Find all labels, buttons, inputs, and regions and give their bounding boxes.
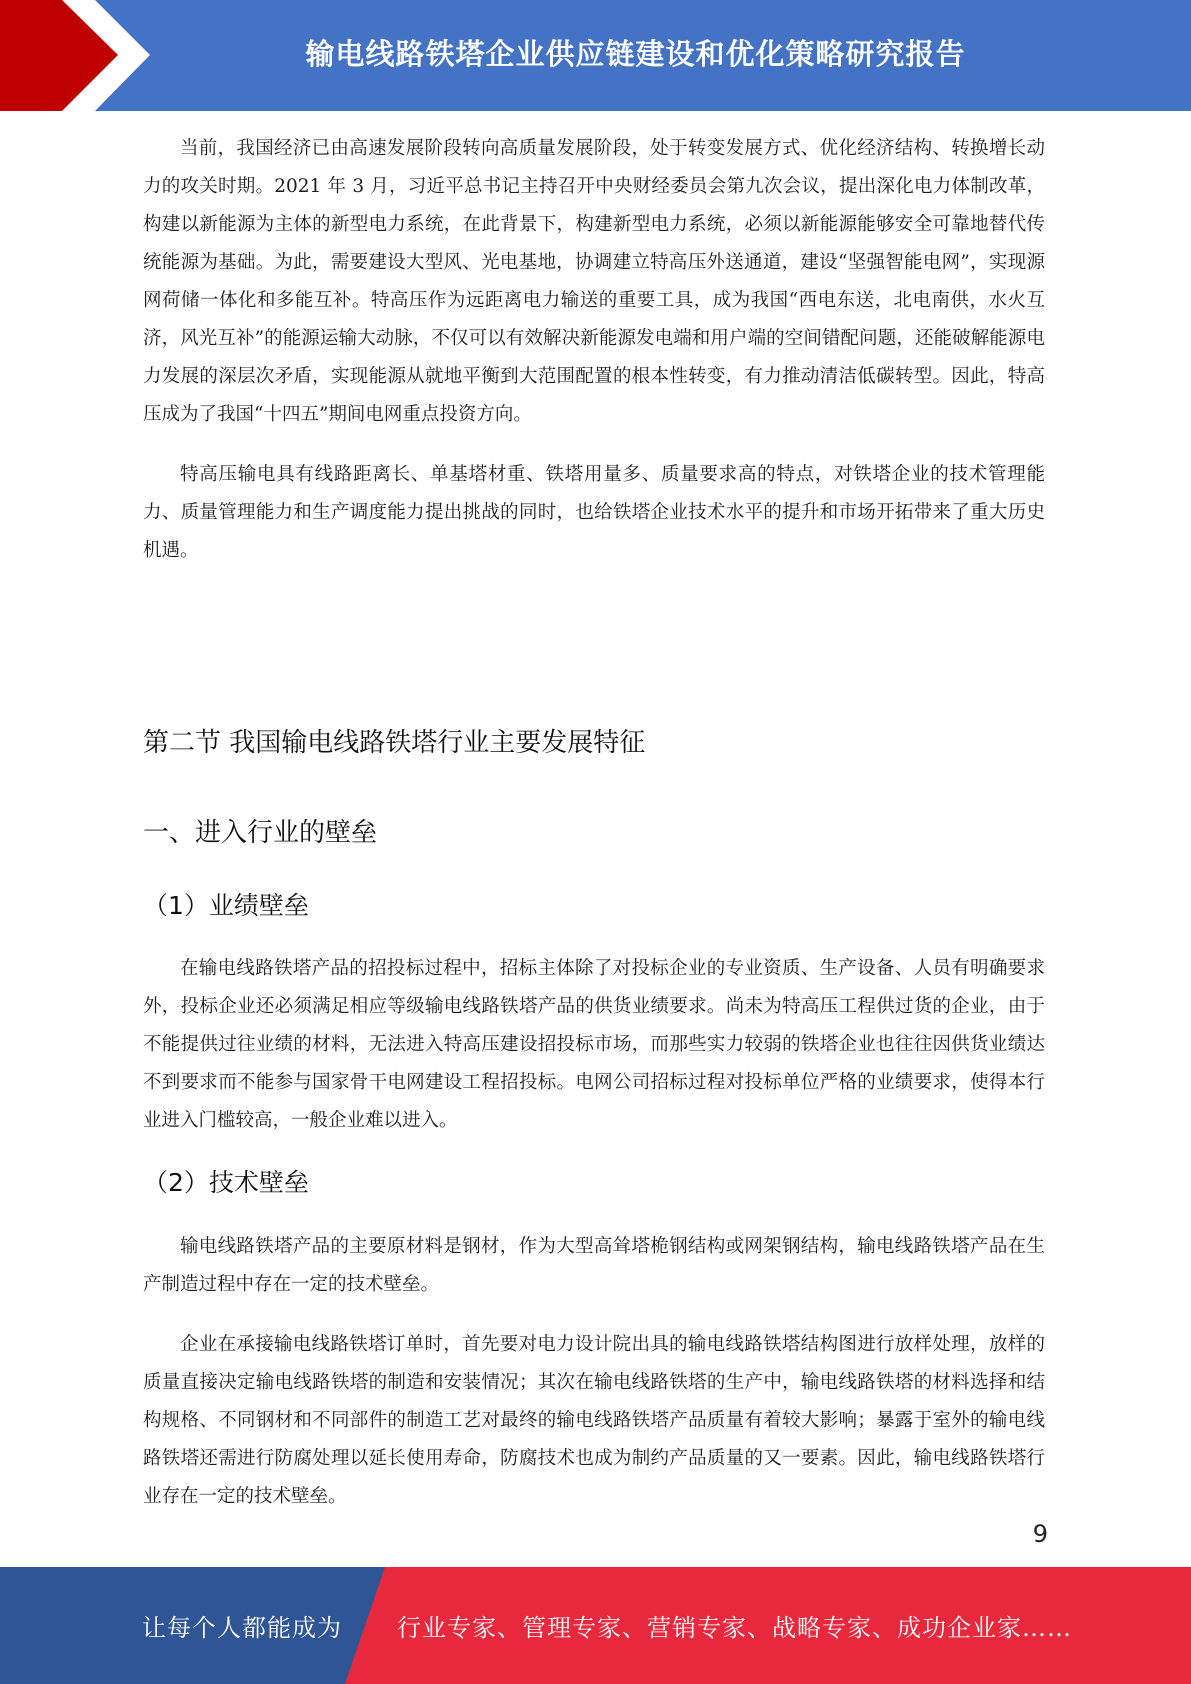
footer-slogan-right: 行业专家、管理专家、营销专家、战略专家、成功企业家…… <box>397 1614 1072 1642</box>
intro-text <box>143 130 1045 592</box>
body-paragraph: 企业在承接输电线路铁塔订单时，首先要对电力设计院出具的输电线路铁塔结构图进行放样处理，放样的质量直接决定输电线路铁塔的制造和安装情况；其次在输电线路铁塔的生产中，输电线路铁塔的材料选择和结构规格、不同钢材和不同部件的制造工艺对最终的输电线路铁塔产品质量有着较大影响；暴露于室外的输电线路铁塔还需进行防腐处理以延长使用寿命，防腐技术也成为制约产品质量的又一要素。因此，输电线路铁塔行业存在一定的技术壁垒。 <box>143 1334 1045 1507</box>
intro-paragraph: 当前，我国经济已由高速发展阶段转向高质量发展阶段，处于转变发展方式、优化经济结构、转换增长动力的攻关时期。2021 年 3 月，习近平总书记主持召开中央财经委员会第九次会议，提出深化电力体制改革，构建以新能源为主体的新型电力系统，在此背景下，构建新型电力系统，必须以新能源能够安全可靠地替代传统能源为基础。为此，需要建设大型风、光电基地，协调建立特高压外送通道，建设“坚强智能电网”，实现源网荷储一体化和多能互补。特高压作为远距离电力输送的重要工具，成为我国“西电东送，北电南供，水火互济，风光互补”的能源运输大动脉，不仅可以有效解决新能源发电端和用户端的空间错配问题，还能破解能源电力发展的深层次矛盾，实现能源从就地平衡到大范围配置的根本性转变，有力推动清洁低碳转型。因此，特高压成为了我国“十四五”期间电网重点投资方向。 <box>143 138 1045 425</box>
page-number: 9 <box>1032 1520 1048 1548</box>
item-title-performance-barrier: （1）业绩壁垒 <box>143 891 309 920</box>
item-title-technology-barrier: （2）技术壁垒 <box>143 1168 309 1197</box>
performance-barrier-text <box>143 950 1045 1162</box>
footer-slogan-left: 让每个人都能成为 <box>142 1614 342 1642</box>
header-chevron-icon <box>0 0 160 111</box>
technology-barrier-text <box>143 1228 1045 1538</box>
section-title: 第二节 我国输电线路铁塔行业主要发展特征 <box>143 728 646 758</box>
body-paragraph: 输电线路铁塔产品的主要原材料是钢材，作为大型高耸塔桅钢结构或网架钢结构，输电线路铁塔产品在生产制造过程中存在一定的技术壁垒。 <box>143 1236 1045 1295</box>
subsection-title: 一、进入行业的壁垒 <box>143 818 378 848</box>
page-header <box>0 0 1191 111</box>
intro-paragraph: 特高压输电具有线路距离长、单基塔材重、铁塔用量多、质量要求高的特点，对铁塔企业的技术管理能力、质量管理能力和生产调度能力提出挑战的同时，也给铁塔企业技术水平的提升和市场开拓带来了重大历史机遇。 <box>143 464 1045 561</box>
report-title: 输电线路铁塔企业供应链建设和优化策略研究报告 <box>305 36 966 71</box>
body-paragraph: 在输电线路铁塔产品的招投标过程中，招标主体除了对投标企业的专业资质、生产设备、人员有明确要求外，投标企业还必须满足相应等级输电线路铁塔产品的供货业绩要求。尚未为特高压工程供过货的企业，由于不能提供过往业绩的材料，无法进入特高压建设招投标市场，而那些实力较弱的铁塔企业也往往因供货业绩达不到要求而不能参与国家骨干电网建设工程招投标。电网公司招标过程对投标单位严格的业绩要求，使得本行业进入门槛较高，一般企业难以进入。 <box>143 958 1045 1131</box>
page-footer <box>0 1567 1191 1684</box>
